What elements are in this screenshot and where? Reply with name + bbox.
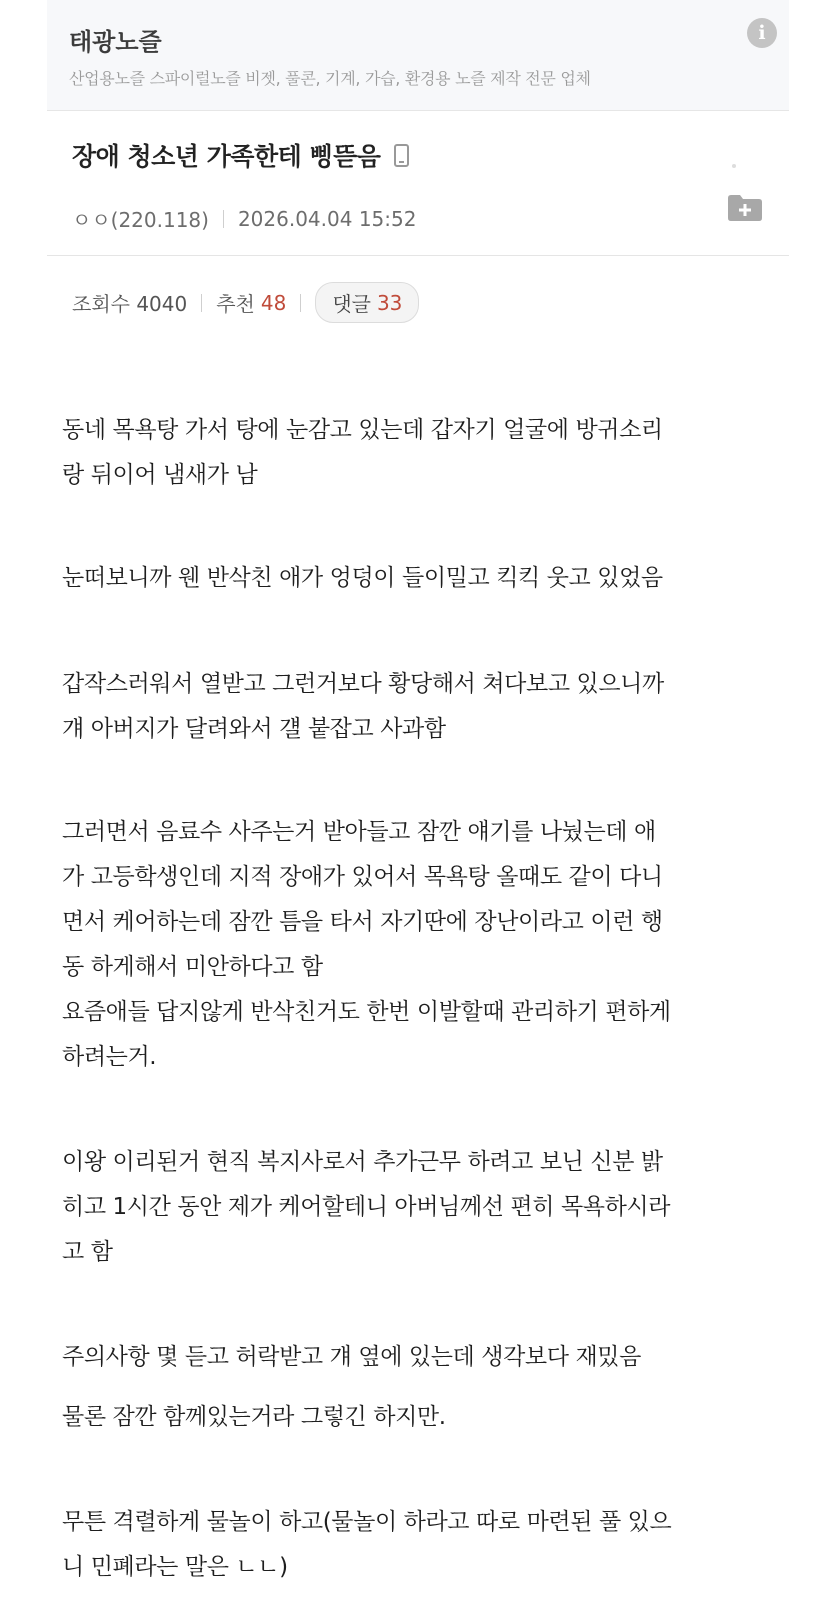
- comments-button[interactable]: [315, 282, 419, 323]
- body-line: 동네 목욕탕 가서 탕에 눈감고 있는데 갑자기 얼굴에 방귀소리: [62, 417, 663, 443]
- body-line: 히고 1시간 동안 제가 케어할테니 아버님께선 편히 목욕하시라: [62, 1194, 671, 1220]
- body-paragraph: [62, 556, 792, 601]
- body-line: 동 하게해서 미안하다고 함: [62, 954, 323, 980]
- body-paragraph: [62, 990, 792, 1080]
- header-divider: [47, 255, 789, 256]
- views-count: 조회수 4040: [72, 292, 188, 316]
- add-folder-icon[interactable]: [727, 194, 763, 222]
- body-line: 하려는거.: [62, 1044, 157, 1070]
- body-paragraph: [62, 662, 792, 752]
- body-line: 그러면서 음료수 사주는거 받아들고 잠깐 얘기를 나눴는데 애: [62, 819, 656, 845]
- decorative-dot: [732, 164, 736, 168]
- body-line: 눈떠보니까 웬 반삭친 애가 엉덩이 들이밀고 킥킥 웃고 있었음: [62, 565, 663, 591]
- meta-divider: [223, 210, 224, 228]
- post-stats: [72, 282, 419, 323]
- comments-label: 댓글: [332, 292, 371, 316]
- post-title: [72, 137, 409, 173]
- stats-divider: [300, 294, 301, 312]
- ad-description: 산업용노즐 스파이럴노즐 비젯, 풀콘, 기계, 가습, 환경용 노즐 제작 전문 업체: [69, 69, 591, 88]
- author[interactable]: ㅇㅇ(220.118): [72, 208, 209, 232]
- body-line: 주의사항 몇 듣고 허락받고 걔 옆에 있는데 생각보다 재밌음: [62, 1344, 641, 1370]
- body-paragraph: [62, 1140, 792, 1275]
- post-datetime: 2026.04.04 15:52: [237, 206, 417, 231]
- body-line: 가 고등학생인데 지적 장애가 있어서 목욕탕 올때도 같이 다니: [62, 864, 663, 890]
- mobile-icon: [394, 144, 409, 167]
- body-paragraph: [62, 1335, 792, 1380]
- ad-title[interactable]: 태광노즐: [69, 28, 162, 56]
- body-line: 이왕 이리된거 현직 복지사로서 추가근무 하려고 보닌 신분 밝: [62, 1149, 663, 1175]
- body-paragraph: [62, 408, 792, 498]
- body-line: 무튼 격렬하게 물놀이 하고(물놀이 하라고 따로 마련된 풀 있으: [62, 1509, 672, 1535]
- recommend-count: 48: [260, 290, 287, 315]
- body-line: 니 민폐라는 말은 ㄴㄴ): [62, 1554, 288, 1580]
- body-line: 요즘애들 답지않게 반삭친거도 한번 이발할때 관리하기 편하게: [62, 999, 671, 1025]
- ad-banner[interactable]: [47, 0, 789, 111]
- recommend-label: 추천: [216, 292, 255, 316]
- body-line: 랑 뒤이어 냄새가 남: [62, 462, 258, 488]
- body-paragraph: [62, 1395, 792, 1440]
- comments-count: 33: [376, 290, 403, 315]
- post-title-text: 장애 청소년 가족한테 삥뜯음: [72, 142, 381, 171]
- body-line: 면서 케어하는데 잠깐 틈을 타서 자기딴에 장난이라고 이런 행: [62, 909, 663, 935]
- body-line: 걔 아버지가 달려와서 걜 붙잡고 사과함: [62, 716, 446, 742]
- body-line: 갑작스러워서 열받고 그런거보다 황당해서 쳐다보고 있으니까: [62, 671, 664, 697]
- post-meta: [72, 204, 416, 233]
- body-paragraph: [62, 810, 792, 990]
- info-icon[interactable]: i: [747, 18, 777, 48]
- body-paragraph: [62, 1500, 792, 1590]
- body-line: 고 함: [62, 1239, 113, 1265]
- body-line: 물론 잠깐 함께있는거라 그렇긴 하지만.: [62, 1404, 446, 1430]
- stats-divider: [201, 294, 202, 312]
